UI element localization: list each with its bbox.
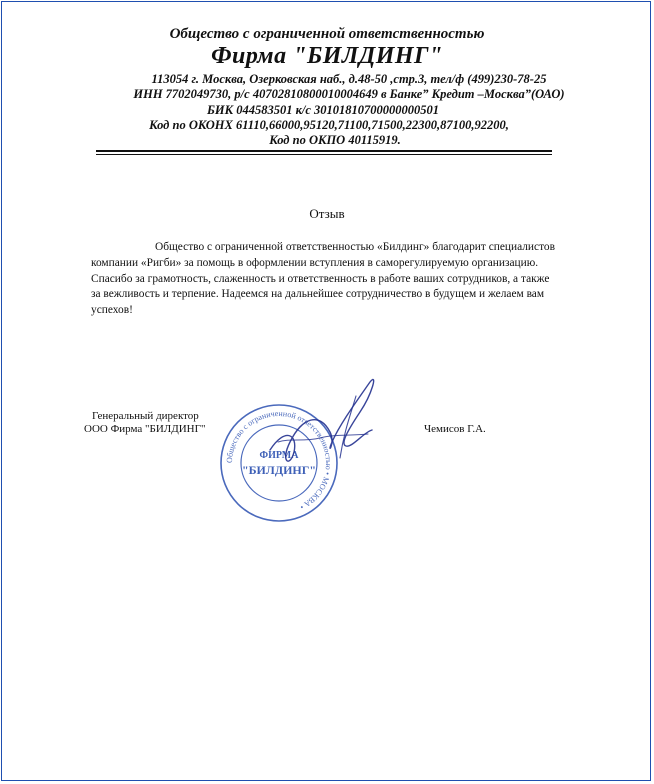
signatory-block xyxy=(84,410,205,436)
stamp-center-main: "БИЛДИНГ" xyxy=(241,463,317,477)
stamp-ring-text: Общество с ограниченной ответственностью • МОСКВА • xyxy=(224,408,334,512)
address-line: 113054 г. Москва, Озерковская наб., д.48-50 ,стр.3, тел/ф (499)230-78-25 xyxy=(151,72,547,86)
header-rule-thin xyxy=(96,154,552,155)
inn-line: ИНН 7702049730, р/с 40702810800010004649 в Банке” Кредит –Москва”(ОАО) xyxy=(133,87,565,101)
signatory-name: Чемисов Г.А. xyxy=(424,423,486,435)
header-rule-thick xyxy=(96,150,552,152)
bik-line: БИК 044583501 к/с 30101810700000000501 xyxy=(206,103,440,117)
stamp-center-top: ФИРМА xyxy=(259,450,299,461)
letter-title: Отзыв xyxy=(309,206,345,221)
company-name: Фирма "БИЛДИНГ" xyxy=(211,43,443,69)
signatory-company: ООО Фирма "БИЛДИНГ" xyxy=(84,423,206,435)
signatory-position: Генеральный директор xyxy=(92,410,199,422)
okpo-line: Код по ОКПО 40115919. xyxy=(269,133,401,147)
org-type: Общество с ограниченной ответственностью xyxy=(169,26,485,42)
handwritten-signature xyxy=(260,372,400,482)
letter-body: Общество с ограниченной ответственностью «Билдинг» благодарит специалистов компании «Ригби» за помощь в оформлении вступления в саморегулируемую организацию. Спасибо за грамотность, слаженность и ответственность в работе ваших сотрудников, а также за вежливость и терпение. Надеемся на дальнейшее сотрудничество в будущем и желаем вам успехов! xyxy=(91,241,555,317)
okonh-line: Код по ОКОНХ 61110,66000,95120,71100,71500,22300,87100,92200, xyxy=(149,118,509,132)
